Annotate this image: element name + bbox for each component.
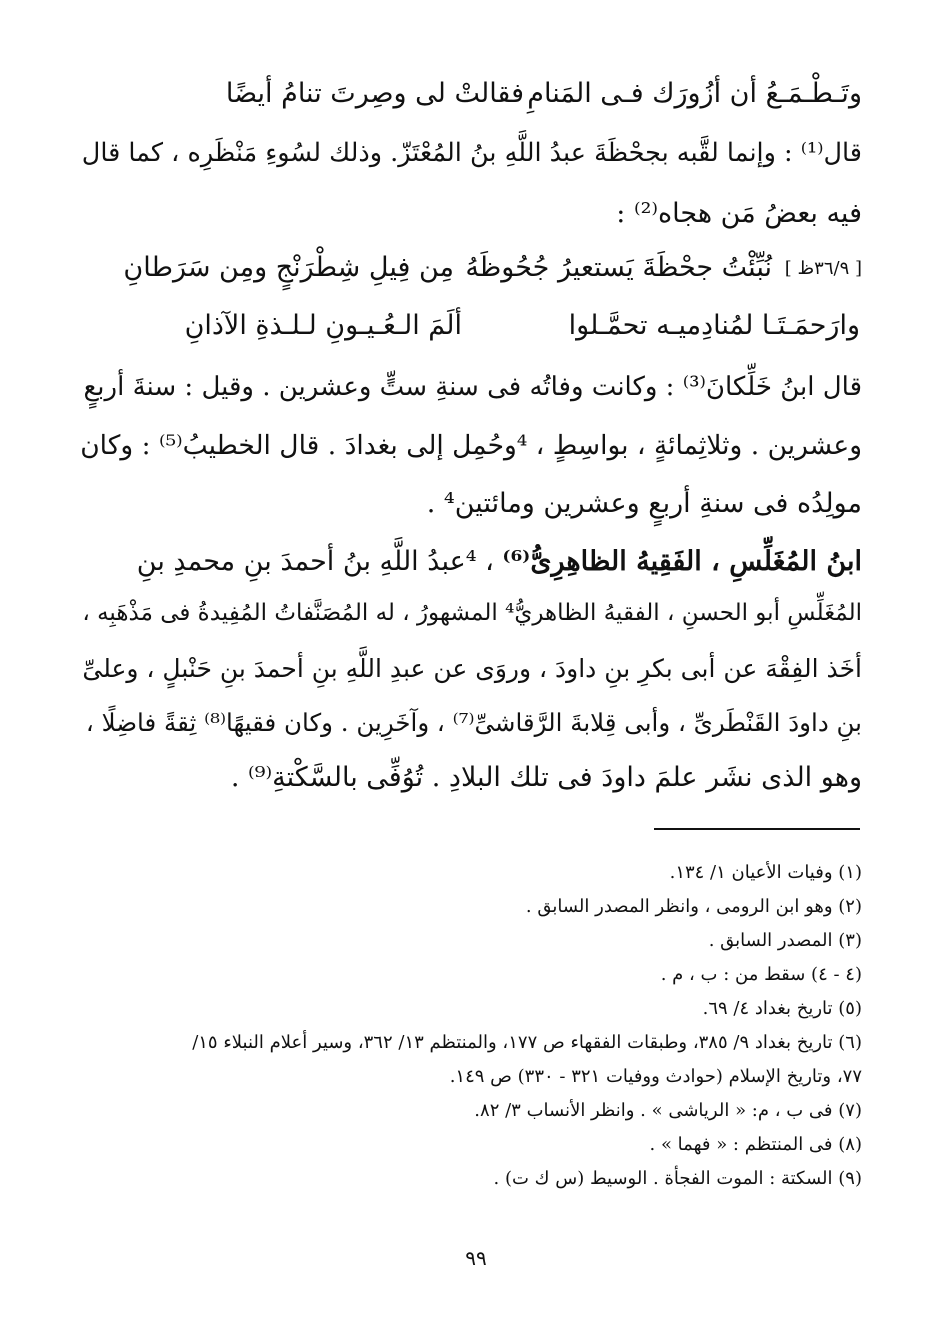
para2-line-1: قال ابنُ خَلِّكانَ⁽³⁾ : وكانت وفاتُه فى سنةِ ستٍّ وعشرين . وقيل : سنةَ أربعٍ <box>83 372 862 402</box>
footnote-7: (٧) فى ب ، م: « الرياشى » . وانظر الأنساب ٣/ ٨٢. <box>474 1100 862 1121</box>
para2-line-3: مولِدُه فى سنةِ أربعٍ وعشرين ومائتين⁴ . <box>426 488 862 519</box>
para1-line-2: فيه بعضُ مَن هجاه⁽²⁾ : <box>616 198 862 229</box>
footnote-2: (٢) وهو ابن الرومى ، وانظر المصدر السابق . <box>525 896 862 917</box>
poem2-verse2-first: وارَحمَـتَـا لمُنادِميـه تحمَّـلوا <box>568 310 860 341</box>
para3-line-5: وهو الذى نشَر علمَ داودَ فى تلك البلادِ . تُوُفِّى بالسَّكْتةِ⁽⁹⁾ . <box>230 762 862 793</box>
footnote-5: (٥) تاريخ بغداد ٤/ ٦٩. <box>702 998 862 1019</box>
poem2-verse1-second: مِن فِيلِ شِطْرَنْجٍ ومِن سَرَطانِ <box>123 252 454 283</box>
para3-line-4: بنِ داودَ القَنْطَرىِّ ، وأبى قِلابةَ الرَّقاشىِّ⁽⁷⁾ ، وآخَرِين . وكان فقيهًا⁽⁸⁾ ثِقةً فاضِلًا ، <box>85 708 862 737</box>
footnote-3: (٣) المصدر السابق . <box>708 930 862 951</box>
poem1-second-hemistich: وتَـطْـمَـعُ أن أزُورَك فـى المَنامِ <box>527 78 862 109</box>
para3-line-2: المُغَلِّسِ أبو الحسنِ ، الفقيهُ الظاهريُّ⁴ المشهورُ ، له المُصَنَّفاتُ المُفِيدةُ فى مَذْهَبِه ، <box>82 600 862 626</box>
poem2-verse2-second: ألَمَ الـعُـيـونِ لـلـذةِ الآذانِ <box>184 310 462 341</box>
footnote-4: (٤ - ٤) سقط من : ب ، م . <box>660 964 862 985</box>
footnote-1: (١) وفيات الأعيان ١/ ١٣٤. <box>669 862 862 883</box>
footnote-8: (٨) فى المنتظم : « فهما » . <box>649 1134 862 1155</box>
poem2-verse1-first: نُبِّئْتُ جحْظَةَ يَستعيرُ جُحُوظَهُ <box>465 252 772 283</box>
entry-heading: ابنُ المُغَلِّسِ ، الفَقِيهُ الظاهِرِىُّ⁽⁶⁾ <box>502 546 862 577</box>
entry-heading-rest: ، ⁴عبدُ اللَّهِ بنُ أحمدَ بنِ محمدِ بنِ <box>136 546 494 577</box>
para3-heading-line <box>137 546 862 577</box>
para2-line-2: وعشرين . وثلاثِمائةٍ ، بواسِطٍ ، ⁴وحُمِل إلى بغدادَ . قال الخطيبُ⁽⁵⁾ : وكان <box>80 430 862 461</box>
page-number: ٩٩ <box>465 1246 487 1270</box>
footnote-9: (٩) السكتة : الموت الفجأة . الوسيط (س ك ت) . <box>493 1168 862 1189</box>
footnote-separator <box>654 828 860 830</box>
para3-line-3: أخَذ الفِقْهَ عن أبى بكرِ بنِ داودَ ، وروَى عن عبدِ اللَّهِ بنِ أحمدَ بنِ حَنْبلٍ ، وعلىِّ <box>82 654 862 683</box>
para1-line-1: قال⁽¹⁾ : وإنما لقَّبه بجحْظَةَ عبدُ اللَّهِ بنُ المُعْتَزّ. وذلك لسُوءِ مَنْظَرِه ، كما قال <box>81 138 862 168</box>
footnote-6: (٦) تاريخ بغداد ٩/ ٣٨٥، وطبقات الفقهاء ص ١٧٧، والمنتظم ١٣/ ٣٦٢، وسير أعلام النبلاء ١٥/ <box>192 1032 862 1053</box>
footnote-6-continued: ٧٧، وتاريخ الإسلام (حوادث ووفيات ٣٢١ - ٣٣٠) ص ١٤٩. <box>449 1066 862 1087</box>
poem1-first-hemistich: فقالتْ لى وصِرتَ تنامُ أيضًا <box>225 78 524 109</box>
folio-marker: [ ٣٦/٩ظ ] <box>784 258 862 279</box>
